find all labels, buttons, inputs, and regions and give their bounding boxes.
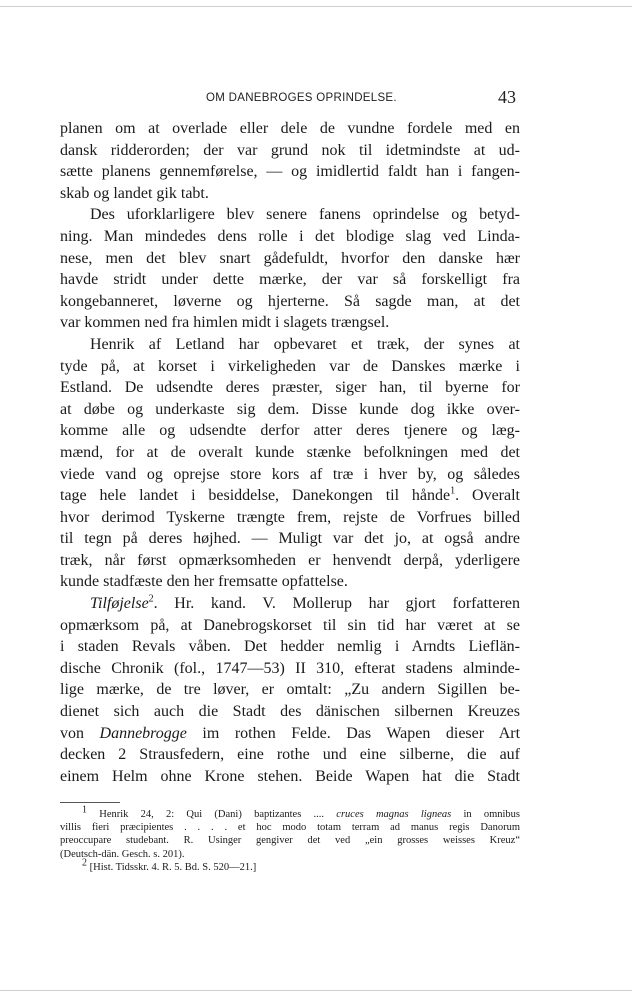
footnote-marker: 1: [450, 485, 456, 497]
footnote-line: (Deutsch-dän. Gesch. s. 201).: [60, 848, 185, 860]
body-line: viede vand og oprejse store kors af træ i hver by, og således: [60, 465, 520, 483]
body-line: tage hele landet i besiddelse, Danekongen til hånde$^1$. Overalt: [60, 485, 520, 505]
page-top-edge: [0, 6, 632, 7]
footnote-number: 1: [82, 804, 87, 816]
body-line-text: Hr. kand. V. Mollerup har gjort forfatteren: [174, 595, 521, 613]
footnotes: [60, 804, 521, 874]
body-line: ning. Man mindedes dens rolle i det blodige slag ved Linda-: [60, 227, 520, 245]
body-line: opmærksom på, at Danebrogskorset til sin tid har været at se: [60, 616, 520, 634]
page-number: 43: [498, 87, 516, 107]
body-line: at døbe og underkaste sig dem. Disse kunde dog ikke over-: [60, 400, 520, 418]
body-line: kongebanneret, løverne og hjerterne. Så sagde man, at det: [60, 292, 520, 310]
body-line: dienet sich auch die Stadt des dänischen silbernen Kreuzes: [60, 703, 520, 721]
body-line: Estland. De udsendte deres præster, siger han, til byerne for: [60, 379, 520, 397]
body-line: Henrik af Letland har opbevaret et træk, der synes at: [90, 335, 520, 353]
body-line: kunde stadfæste den her fremsatte opfattelse.: [60, 573, 348, 591]
body-line: sætte planens gennemførelse, — og imidlertid faldt han i fangen-: [60, 163, 520, 181]
body-line: træk, når først opmærksomheden er henvendt derpå, yderligere: [60, 551, 520, 569]
body-text: [60, 118, 520, 787]
body-line: planen om at overlade eller dele de vundne fordele med en: [60, 120, 520, 137]
body-line: i staden Revals våben. Det hedder nemlig i Arndts Lieflän-: [60, 638, 520, 656]
body-line: lige mærke, de tre løver, er omtalt: „Zu andern Sigillen be-: [60, 681, 520, 699]
body-line: Tilføjelse$^2$. Hr. kand. V. Mollerup har gjort forfatteren: [90, 593, 521, 613]
footnote-line: [60, 857, 520, 874]
page-header: [60, 87, 520, 109]
footnote-marker: 2: [148, 593, 154, 605]
body-line: Des uforklarligere blev senere fanens oprindelse og betyd-: [90, 206, 520, 224]
footnote-line: villis fieri præcipientes . . . . et hoc modo totam terram ad manus regis Danorum: [60, 822, 520, 834]
body-line-text: Overalt: [472, 487, 520, 505]
body-line: tyde på, at korset i virkeligheden var de Danskes mærke i: [60, 357, 520, 375]
body-line-text: im rothen Felde. Das Wapen dieser Art: [202, 724, 521, 742]
body-line: decken 2 Strausfedern, eine rothe und eine silberne, die auf: [60, 746, 520, 764]
italic-term: Dannebrogge: [99, 724, 187, 742]
body-line: dansk ridderorden; der var grund nok til idetmindste at ud-: [60, 141, 520, 159]
body-line: nese, men det blev snart gådefuldt, hvorfor den danske hær: [60, 249, 520, 267]
body-line: dische Chronik (fol., 1747—53) II 310, efterat stadens alminde-: [60, 659, 520, 677]
footnote-line: [60, 804, 521, 821]
addendum-heading: Tilføjelse: [90, 595, 149, 613]
footnote-number: 2: [82, 857, 87, 869]
body-line: einem Helm ohne Krone stehen. Beide Wapen hat die Stadt: [60, 767, 520, 785]
running-title: OM DANEBROGES OPRINDELSE.: [206, 92, 397, 104]
footnote-line: preoccupare studebant. R. Usinger gengiver det ved „ein grosses weisses Kreuz“: [60, 835, 520, 847]
footnote-text: in omnibus: [463, 809, 521, 820]
body-line: hvor derimod Tyskerne trængte frem, rejste de Vorfrues billed: [60, 508, 520, 526]
body-line: skab og landet gik tabt.: [60, 184, 209, 202]
body-line-text: tage hele landet i besiddelse, Danekongen til hånde: [60, 487, 451, 505]
page-bottom-edge: [0, 990, 632, 991]
body-line: til tegn på deres højhed. — Muligt var det jo, at også andre: [60, 530, 520, 548]
body-line: komme alle og udsendte derfor atter deres tjenere og læg-: [60, 422, 520, 440]
body-line: havde stridt under dette mærke, der var så forskelligt fra: [60, 271, 520, 289]
body-line-text: von: [60, 724, 84, 742]
body-line: mænd, for at de overalt kunde stænke befolkningen med det: [60, 443, 520, 461]
body-line: var kommen ned fra himlen midt i slagets trængsel.: [60, 314, 390, 332]
footnote-separator: [60, 802, 120, 803]
footnote-text: [Hist. Tidsskr. 4. R. 5. Bd. S. 520—21.]: [89, 861, 257, 873]
body-line: [60, 723, 520, 745]
footnote-italic: cruces magnas ligneas: [336, 809, 452, 820]
footnote-text: Henrik 24, 2: Qui (Dani) baptizantes ....: [99, 809, 325, 820]
